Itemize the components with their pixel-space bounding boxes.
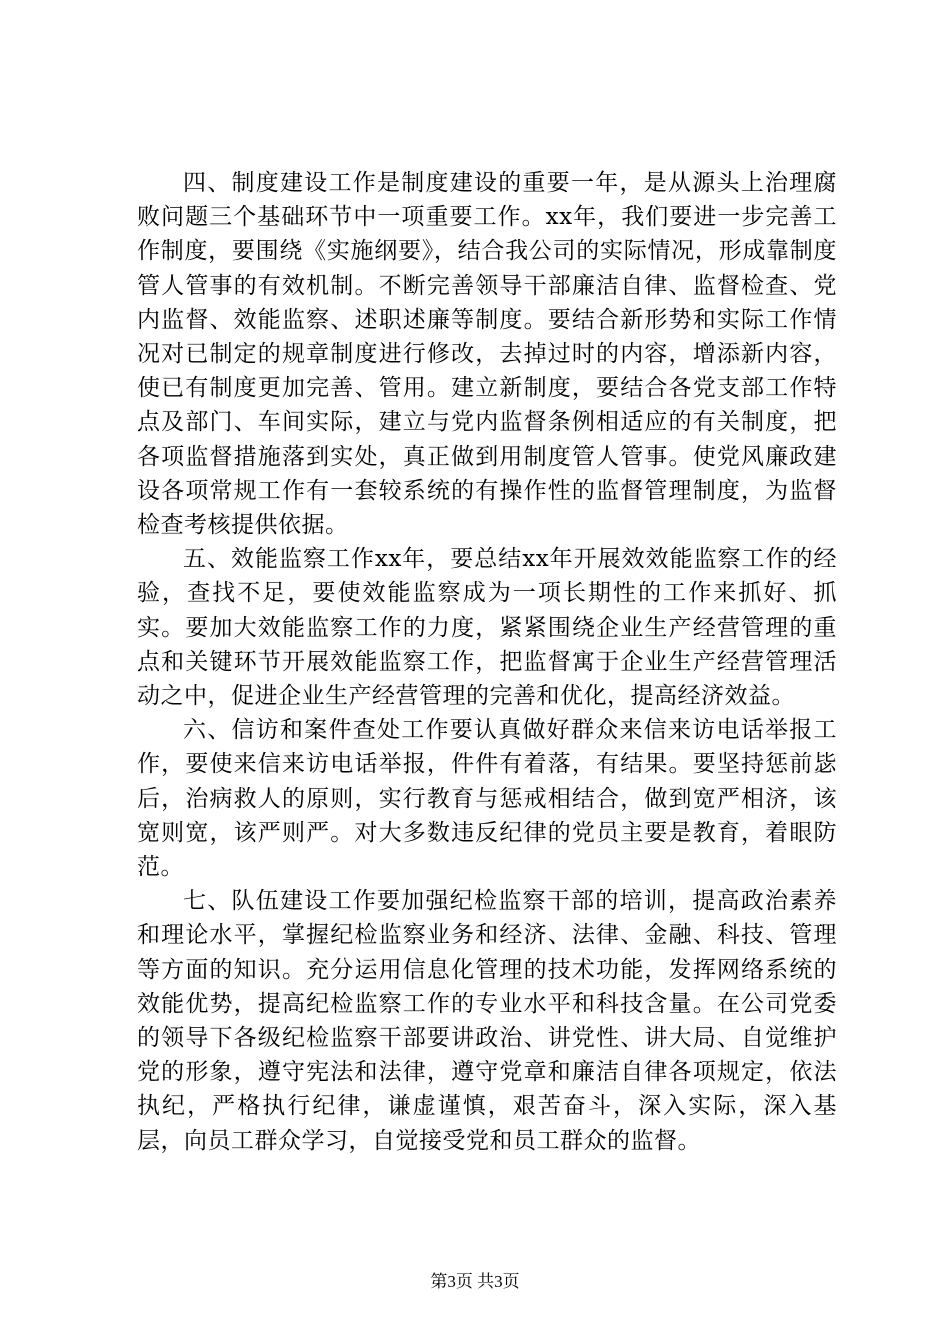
paragraph-efficiency-supervision: 五、效能监察工作xx年，要总结xx年开展效效能监察工作的经验，查找不足，要使效能监察成为一项长期性的工作来抓好、抓实。要加大效能监察工作的力度，紧紧围绕企业生产经营管理的重点和关键环节开展效能监察工作，把监督寓于企业生产经营管理活动之中，促进企业生产经营管理的完善和优化，提高经济效益。 [137, 546, 837, 710]
paragraph-team-building: 七、队伍建设工作要加强纪检监察干部的培训，提高政治素养和理论水平，掌握纪检监察业务和经济、法律、金融、科技、管理等方面的知识。充分运用信息化管理的技术功能，发挥网络系统的效能优势，提高纪检监察工作的专业水平和科技含量。在公司党委的领导下各级纪检监察干部要讲政治、讲党性、讲大局、自觉维护党的形象，遵守宪法和法律，遵守党章和廉洁自律各项规定，依法执纪，严格执行纪律，谦虚谨慎，艰苦奋斗，深入实际，深入基层，向员工群众学习，自觉接受党和员工群众的监督。 [137, 888, 837, 1154]
page-number-footer: 第3页 共3页 [430, 1272, 520, 1291]
paragraph-institution-building: 四、制度建设工作是制度建设的重要一年，是从源头上治理腐败问题三个基础环节中一项重要工作。xx年，我们要进一步完善工作制度，要围绕《实施纲要》，结合我公司的实际情况，形成靠制度管人管事的有效机制。不断完善领导干部廉洁自律、监督检查、党内监督、效能监察、述职述廉等制度。要结合新形势和实际工作情况对已制定的规章制度进行修改，去掉过时的内容，增添新内容，使已有制度更加完善、管用。建立新制度，要结合各党支部工作特点及部门、车间实际，建立与党内监督条例相适应的有关制度，把各项监督措施落到实处，真正做到用制度管人管事。使党风廉政建设各项常规工作有一套较系统的有操作性的监督管理制度，为监督检查考核提供依据。 [137, 170, 837, 539]
paragraph-petitions-cases: 六、信访和案件查处工作要认真做好群众来信来访电话举报工作，要使来信来访电话举报，件件有着落，有结果。要坚持惩前毖后，治病救人的原则，实行教育与惩戒相结合，做到宽严相济，该宽则宽，该严则严。对大多数违反纪律的党员主要是教育，着眼防范。 [137, 717, 837, 881]
document-body [137, 166, 837, 1158]
